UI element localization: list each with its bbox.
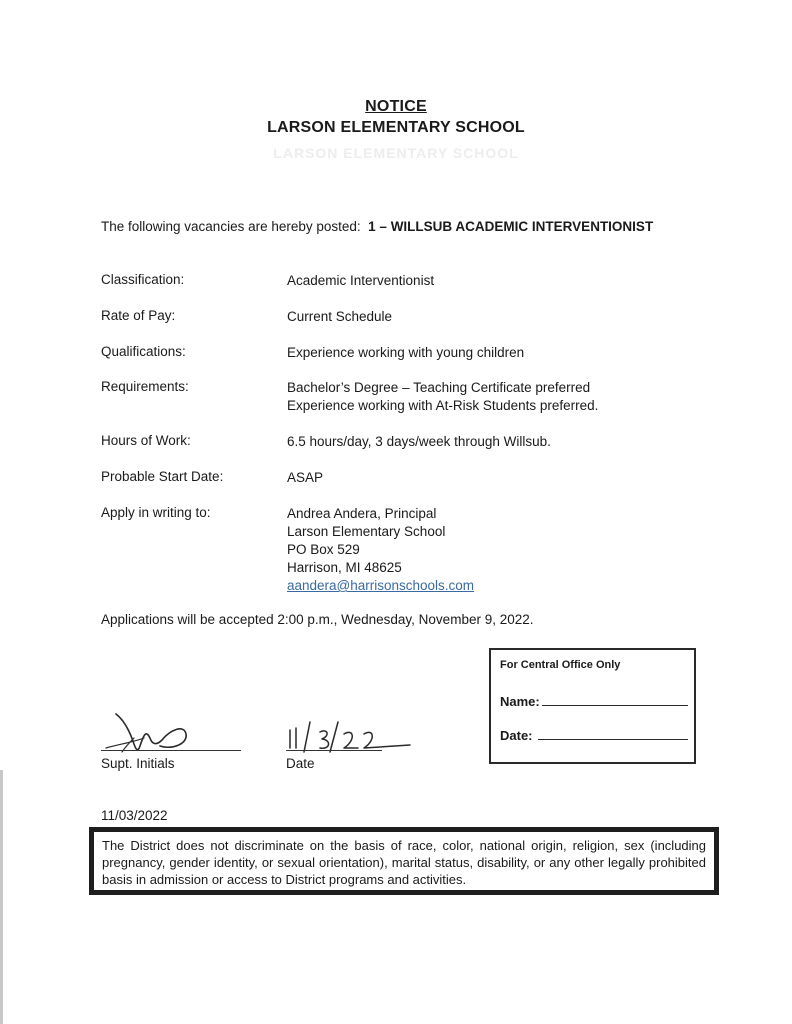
initials-signature xyxy=(100,700,250,760)
office-date-label: Date: xyxy=(500,728,533,743)
classification-value: Academic Interventionist xyxy=(287,273,435,288)
handwritten-date xyxy=(284,718,414,754)
apply-school: Larson Elementary School xyxy=(287,524,446,539)
date-label: Date xyxy=(286,756,315,771)
qualifications-value: Experience working with young children xyxy=(287,345,525,360)
office-date-line xyxy=(538,739,688,740)
posting-date: 11/03/2022 xyxy=(101,808,168,823)
office-box-title: For Central Office Only xyxy=(500,659,621,671)
start-date-value: ASAP xyxy=(287,470,324,485)
vacancy-line xyxy=(101,219,653,234)
hours-label: Hours of Work: xyxy=(101,433,191,448)
central-office-box xyxy=(489,648,696,764)
office-name-field xyxy=(500,694,688,709)
requirements-label: Requirements: xyxy=(101,379,189,394)
rate-value: Current Schedule xyxy=(287,309,393,324)
apply-email-link[interactable]: aandera@harrisonschools.com xyxy=(287,578,475,593)
requirements-value xyxy=(287,379,598,415)
vacancy-intro: The following vacancies are hereby posted: xyxy=(101,219,361,234)
qualifications-label: Qualifications: xyxy=(101,344,186,359)
initials-label: Supt. Initials xyxy=(101,756,175,771)
rate-label: Rate of Pay: xyxy=(101,308,176,323)
nondiscrimination-notice: The District does not discriminate on the basis of race, color, national origin, religion, sex (including pregnancy, gender identity, or sexual orientation), marital status, disability, or any other legally prohibited basis in admission or access to District programs and activities. xyxy=(89,827,719,895)
initials-line xyxy=(101,750,241,751)
requirements-line: Bachelor’s Degree – Teaching Certificate preferred xyxy=(287,380,591,395)
apply-name: Andrea Andera, Principal xyxy=(287,506,437,521)
date-line xyxy=(286,750,382,751)
school-heading: LARSON ELEMENTARY SCHOOL xyxy=(267,119,525,136)
apply-label: Apply in writing to: xyxy=(101,505,211,520)
office-name-label: Name: xyxy=(500,694,540,709)
office-date-field xyxy=(500,728,688,743)
bleed-through-text: LARSON ELEMENTARY SCHOOL xyxy=(273,145,519,161)
requirements-line: Experience working with At-Risk Students preferred. xyxy=(287,398,599,413)
hours-value: 6.5 hours/day, 3 days/week through Willsub. xyxy=(287,434,551,449)
start-date-label: Probable Start Date: xyxy=(101,469,224,484)
apply-address xyxy=(287,505,474,595)
deadline-text: Applications will be accepted 2:00 p.m., Wednesday, November 9, 2022. xyxy=(101,612,534,627)
apply-po-box: PO Box 529 xyxy=(287,542,360,557)
scan-edge xyxy=(0,770,3,1024)
vacancy-position: 1 – WILLSUB ACADEMIC INTERVENTIONIST xyxy=(368,219,654,234)
office-name-line xyxy=(542,705,688,706)
apply-city: Harrison, MI 48625 xyxy=(287,560,402,575)
notice-heading: NOTICE xyxy=(365,98,427,115)
classification-label: Classification: xyxy=(101,272,185,287)
